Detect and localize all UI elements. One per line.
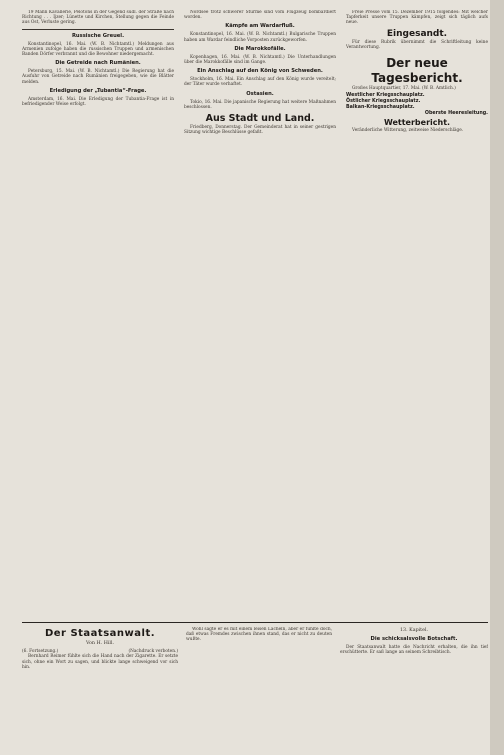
feuilleton-author: Von H. Hill. bbox=[85, 641, 115, 646]
article-text: Veränderliche Witterung, zeitweise Niederschläge. bbox=[352, 128, 464, 134]
feuilleton-title: Der Staatsanwalt. bbox=[44, 628, 156, 639]
article-text: Kopenhagen, 16. Mai. (W. B. Nichtamtl.) Die Unterhandlungen über die Marokkofälle sind im Gange. bbox=[184, 54, 336, 66]
section-title-eingesandt: Eingesandt. bbox=[386, 28, 448, 39]
article-text: Stockholm, 16. Mai. Ein Anschlag auf den König wurde vereitelt; der Täter wurde verhaftet. bbox=[184, 77, 336, 88]
feuilleton-rights: (Nachdruck verboten.) bbox=[128, 649, 178, 655]
divider bbox=[22, 29, 174, 30]
feuilleton-column-1 bbox=[22, 627, 178, 755]
column-2-intro: Nordsee trotz schwerer Stürme sind vom Flugzeug bombardiert worden. bbox=[184, 10, 336, 21]
report-signature: Oberste Heeresleitung. bbox=[424, 111, 488, 117]
feuilleton-text: Bernhard Reimer fühlte sich die Hand nach der Zigarette. Er setzte sich, ohne ein Wort zu sagen, und blickte lange schweigend vor sich hin. bbox=[22, 654, 178, 670]
headline-ostasien: Ostasien. bbox=[246, 90, 274, 97]
article-text: Konstantinopel, 16. Mai. (W. B. Nichtamtl.) Meldungen aus Armenien zufolge haben die russischen Truppen und armenischen Banden Dörfer verbrannt und die Bewohner niedergemacht. bbox=[22, 41, 174, 58]
article-text: Amsterdam, 16. Mai. Die Erledigung der Tubantia-Frage ist in befriedigender Weise erfolgt. bbox=[22, 96, 174, 108]
headline-wardar: Kämpfe am Wardarfluß. bbox=[225, 23, 295, 30]
column-3-intro: Freie Presse vom 15. Dezember 1915 folgendes: Mit welcher Tapferkeit unsere Truppen kämpfen, zeigt sich täglich aufs neue. bbox=[346, 10, 488, 26]
feuilleton-column-3 bbox=[340, 627, 488, 755]
headline-marokko: Die Marokkofälle. bbox=[234, 45, 286, 52]
column-1-intro: 19 Mann Kavallerie, Pelotons in der Gegend südl. der Straße nach Richtung . . . Ijzer; Lünette und Kirchen, Stellung gegen die Feinde aus Ost, Verluste gering. bbox=[22, 10, 174, 26]
article-text: Petersburg, 15. Mai. (W. B. Nichtamtl.) Die Regierung hat die Ausfuhr von Getreide nach Rumänien freigegeben, wie die Blätter melden. bbox=[22, 69, 174, 85]
headline-schweden: Ein Anschlag auf den König von Schweden. bbox=[197, 68, 323, 75]
report-heading: Westlicher Kriegsschauplatz. bbox=[346, 93, 425, 99]
article-text: Großes Hauptquartier, 17. Mai. (W. B. Amtlich.) bbox=[352, 86, 456, 92]
headline-russische-greuel: Russische Greuel. bbox=[71, 32, 125, 39]
column-2 bbox=[184, 10, 336, 612]
section-title-wetterbericht: Wetterbericht. bbox=[383, 118, 451, 128]
feuilleton-column-2 bbox=[186, 627, 332, 755]
article-text: Für diese Rubrik übernimmt die Schriftleitung keine Verantwortung. bbox=[346, 39, 488, 50]
feuilleton-note: (6. Fortsetzung.) bbox=[22, 649, 59, 655]
feuilleton-section bbox=[22, 622, 488, 755]
section-title-stadt-land: Aus Stadt und Land. bbox=[205, 113, 315, 125]
headline-getreide: Die Getreide nach Rumänien. bbox=[55, 60, 141, 67]
report-heading: Östlicher Kriegsschauplatz. bbox=[346, 99, 421, 105]
chapter-headline: Die schicksalsvolle Botschaft. bbox=[370, 636, 458, 643]
page-edge bbox=[490, 0, 504, 755]
article-text: Konstantinopel, 16. Mai. (W. B. Nichtamtl.) Bulgarische Truppen haben am Wardar feindliche Vorposten zurückgeworfen. bbox=[184, 32, 336, 43]
feuilleton-text: Der Staatsanwalt hatte die Nachricht erhalten, die ihn tief erschütterte. Er saß lange an seinem Schreibtisch. bbox=[340, 645, 488, 656]
chapter-label: 13. Kapitel. bbox=[399, 628, 429, 633]
column-1 bbox=[22, 10, 174, 622]
column-3 bbox=[346, 10, 488, 612]
section-title-tagesbericht: Der neue Tagesbericht. bbox=[371, 56, 463, 86]
article-text: Friedberg, Donnerstag. Der Gemeinderat hat in seiner gestrigen Sitzung wichtige Beschlüsse gefaßt. bbox=[184, 125, 336, 136]
report-heading: Balkan-Kriegsschauplatz. bbox=[346, 105, 415, 111]
feuilleton-text: Wohl sagte er es mit einem leisen Lächeln, aber er fühlte doch, daß etwas Fremdes zwischen ihnen stand, das er nicht zu deuten wußte. bbox=[186, 627, 332, 643]
article-text: Tokio, 16. Mai. Die japanische Regierung hat weitere Maßnahmen beschlossen. bbox=[184, 99, 336, 110]
headline-tubantia: Erledigung der „Tubantia“-Frage. bbox=[49, 87, 147, 94]
